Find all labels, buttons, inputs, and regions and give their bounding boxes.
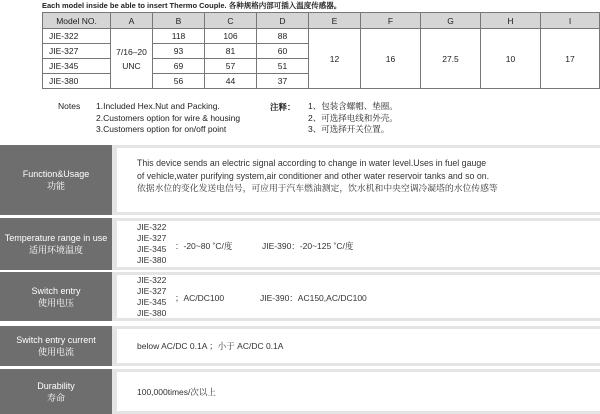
switch-entry-voltage-main: ；AC/DC100 (175, 293, 225, 303)
model-label: JIE-380 (137, 308, 167, 318)
model-cell: JIE-345 (43, 59, 111, 74)
spec-table-header-row (43, 13, 600, 29)
notes-section (58, 101, 578, 141)
model-label: JIE-327 (137, 233, 167, 243)
function-usage-content (117, 148, 600, 212)
header-model: Model NO. (43, 13, 111, 29)
col-d-cell: 88 (257, 29, 309, 44)
col-e-cell: 12 (309, 29, 361, 89)
durability-value: 100,000times/次以上 (137, 387, 216, 397)
label-chinese: 使用电流 (37, 347, 74, 357)
switch-current-content (117, 329, 600, 363)
usage-english-line: of vehicle,water purifying system,air conditioner and other water reservoir tanks and so on. (137, 170, 490, 181)
temperature-label (0, 218, 112, 270)
note-line: 2、可选择电线和外壳。 (308, 112, 398, 123)
temperature-range-main: ：-20~80 ˚C/度 (175, 241, 233, 251)
label-english: Function&Usage (22, 169, 90, 179)
col-d-cell: 37 (257, 74, 309, 89)
col-c-cell: 81 (205, 44, 257, 59)
notes-chinese-label: 注释： (270, 102, 296, 112)
notes-english (96, 101, 240, 136)
switch-current-value: below AC/DC 0.1A ；小于 AC/DC 0.1A (137, 341, 284, 351)
spec-table (42, 12, 600, 89)
durability-content (117, 372, 600, 411)
label-chinese: 适用环境温度 (28, 245, 83, 255)
durability-label (0, 369, 112, 414)
model-label: JIE-327 (137, 286, 167, 296)
label-english: Durability (37, 380, 75, 391)
model-cell: JIE-380 (43, 74, 111, 89)
function-usage-row (0, 145, 600, 215)
label-english: Switch entry current (16, 335, 96, 345)
switch-entry-model-list (137, 275, 166, 319)
label-english: Switch entry (31, 285, 81, 296)
model-label: JIE-322 (137, 275, 167, 285)
note-line: 3、可选择开关位置。 (308, 124, 390, 134)
col-c-cell: 57 (205, 59, 257, 74)
note-line: 3.Customers option for on/off point (96, 124, 227, 134)
col-c-cell: 106 (205, 29, 257, 44)
header-g: G (421, 13, 481, 29)
switch-current-row (0, 326, 600, 366)
temperature-model-list (137, 222, 166, 266)
col-a-value: 7/16–20UNC (116, 46, 147, 71)
label-chinese: 功能 (46, 181, 65, 191)
switch-current-label (0, 326, 112, 366)
label-chinese: 寿命 (46, 392, 65, 403)
label-english: Temperature range in use (4, 233, 108, 243)
col-h-cell: 10 (481, 29, 541, 89)
temperature-range-390: JIE-390：-20~125 ˚C/度 (262, 241, 354, 251)
switch-entry-label (0, 272, 112, 321)
header-a: A (111, 13, 153, 29)
model-cell: JIE-322 (43, 29, 111, 44)
label-chinese: 使用电压 (37, 297, 74, 308)
model-label: JIE-345 (137, 297, 167, 307)
model-label: JIE-322 (137, 222, 167, 232)
function-usage-label (0, 145, 112, 215)
temperature-content (117, 221, 600, 267)
model-cell: JIE-327 (43, 44, 111, 59)
col-d-cell: 51 (257, 59, 309, 74)
header-e: E (309, 13, 361, 29)
function-usage-text (137, 157, 498, 195)
header-b: B (153, 13, 205, 29)
temperature-row (0, 218, 600, 270)
model-label: JIE-345 (137, 244, 167, 254)
header-i: I (541, 13, 600, 29)
col-b-cell: 69 (153, 59, 205, 74)
col-f-cell: 16 (361, 29, 421, 89)
col-b-cell: 56 (153, 74, 205, 89)
notes-label: Notes (58, 101, 81, 111)
notes-chinese (308, 101, 398, 136)
col-c-cell: 44 (205, 74, 257, 89)
insert-thermocouple-note: Each model inside be able to insert Thermo Couple. 各种规格内部可插入温度传感器。 (42, 1, 342, 10)
header-d: D (257, 13, 309, 29)
header-f: F (361, 13, 421, 29)
switch-entry-voltage-390: JIE-390：AC150,AC/DC100 (260, 293, 367, 303)
model-label: JIE-380 (137, 255, 167, 265)
header-c: C (205, 13, 257, 29)
col-b-cell: 93 (153, 44, 205, 59)
note-line: 1、包装含螺帽、垫圈。 (308, 101, 398, 111)
note-line: 1.Included Hex.Nut and Packing. (96, 101, 220, 111)
col-b-cell: 118 (153, 29, 205, 44)
durability-row (0, 369, 600, 414)
switch-entry-row (0, 272, 600, 321)
usage-english-line: This device sends an electric signal according to change in water level.Uses in fuel gauge (137, 158, 487, 168)
header-h: H (481, 13, 541, 29)
col-g-cell: 27.5 (421, 29, 481, 89)
note-line: 2.Customers option for wire & housing (96, 112, 241, 123)
col-a-cell (111, 29, 153, 89)
usage-chinese-line: 依据水位的变化发送电信号，可应用于汽车燃油测定，饮水机和中央空调冷凝塔的水位传感等 (137, 183, 498, 193)
col-i-cell: 17 (541, 29, 600, 89)
table-row (43, 29, 600, 44)
switch-entry-content (117, 275, 600, 318)
col-d-cell: 60 (257, 44, 309, 59)
